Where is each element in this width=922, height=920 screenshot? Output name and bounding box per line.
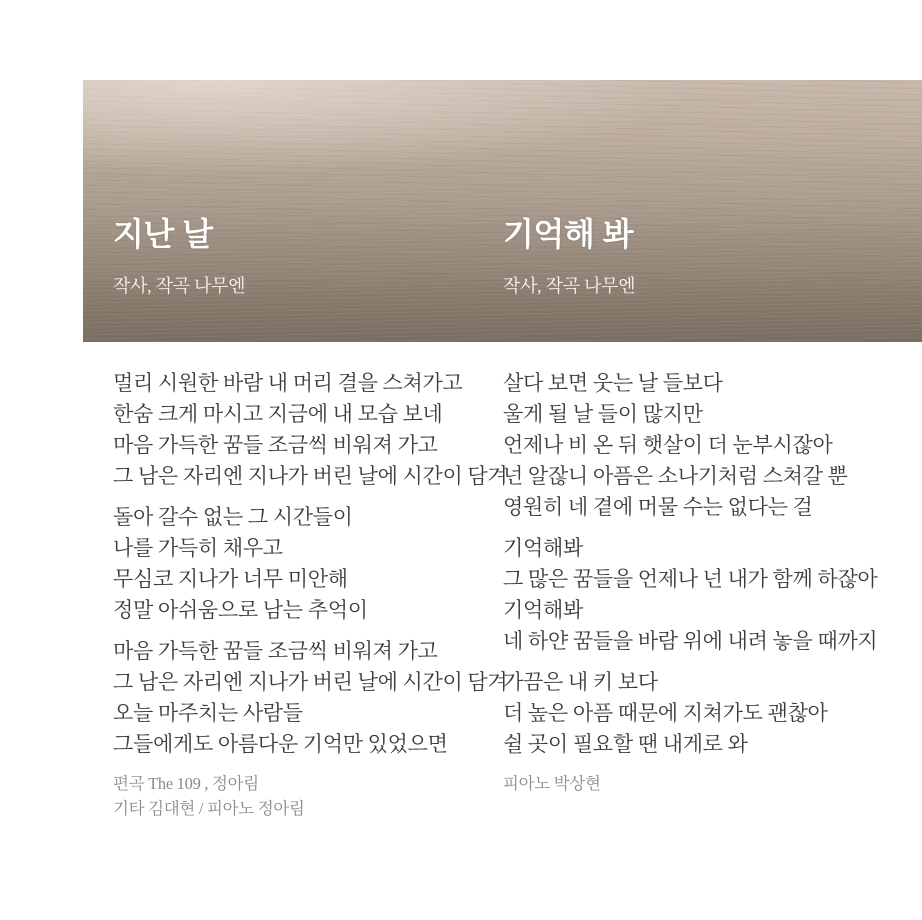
lyric-line: 오늘 마주치는 사람들 <box>113 701 303 725</box>
lyric-line: 마음 가득한 꿈들 조금씩 비워져 가고 <box>113 639 438 663</box>
song-2-writer-credit: 작사, 작곡 나무엔 <box>503 276 636 296</box>
lyric-line: 그들에게도 아름다운 기억만 있었으면 <box>113 732 448 756</box>
lyric-line: 기억해봐 <box>503 598 583 622</box>
song-2-lyrics-column <box>503 368 913 797</box>
lyric-line: 돌아 갈수 없는 그 시간들이 <box>113 505 353 529</box>
song-1-title: 지난 날 <box>113 216 213 252</box>
lyric-line: 더 높은 아픔 때문에 지쳐가도 괜찮아 <box>503 701 828 725</box>
lyric-line: 그 남은 자리엔 지나가 버린 날에 시간이 담겨 <box>113 464 508 488</box>
credit-line: 피아노 박상현 <box>503 774 601 793</box>
lyric-line: 멀리 시원한 바람 내 머리 결을 스쳐가고 <box>113 371 463 395</box>
stanza <box>503 533 913 657</box>
song-1-header <box>113 216 245 297</box>
lyric-line: 살다 보면 웃는 날 들보다 <box>503 371 723 395</box>
song-2-musician-credits <box>503 772 913 797</box>
lyric-line: 나를 가득히 채우고 <box>113 536 283 560</box>
stanza <box>113 368 508 492</box>
lyric-line: 쉴 곳이 필요할 땐 내게로 와 <box>503 732 748 756</box>
lyric-line: 네 하얀 꿈들을 바람 위에 내려 놓을 때까지 <box>503 629 878 653</box>
lyric-line: 그 남은 자리엔 지나가 버린 날에 시간이 담겨 <box>113 670 508 694</box>
lyric-line: 영원히 네 곁에 머물 수는 없다는 걸 <box>503 495 813 519</box>
lyric-line: 울게 될 날 들이 많지만 <box>503 402 703 426</box>
credit-line: 기타 김대현 / 피아노 정아림 <box>113 798 305 818</box>
credit-line: 편곡 The 109 , 정아림 <box>113 774 259 793</box>
lyric-line: 마음 가득한 꿈들 조금씩 비워져 가고 <box>113 433 438 457</box>
lyric-line: 가끔은 내 키 보다 <box>503 670 658 694</box>
lyric-line: 정말 아쉬움으로 남는 추억이 <box>113 598 368 622</box>
hero-photo <box>83 80 922 342</box>
lyric-line: 한숨 크게 마시고 지금에 내 모습 보네 <box>113 402 443 426</box>
song-2-header <box>503 216 635 297</box>
stanza <box>113 636 508 760</box>
song-1-lyrics-column <box>113 368 508 821</box>
lyric-line: 그 많은 꿈들을 언제나 넌 내가 함께 하잖아 <box>503 567 878 591</box>
song-1-writer-credit: 작사, 작곡 나무엔 <box>113 276 246 296</box>
stanza <box>503 667 913 760</box>
lyric-line: 무심코 지나가 너무 미안해 <box>113 567 348 591</box>
song-2-title: 기억해 봐 <box>503 216 634 252</box>
lyric-line: 기억해봐 <box>503 536 583 560</box>
lyric-line: 언제나 비 온 뒤 햇살이 더 눈부시잖아 <box>503 433 833 457</box>
stanza <box>113 502 491 626</box>
stanza <box>503 368 913 523</box>
song-1-musician-credits <box>113 772 491 821</box>
lyric-line: 넌 알잖니 아픔은 소나기처럼 스쳐갈 뿐 <box>503 464 848 488</box>
